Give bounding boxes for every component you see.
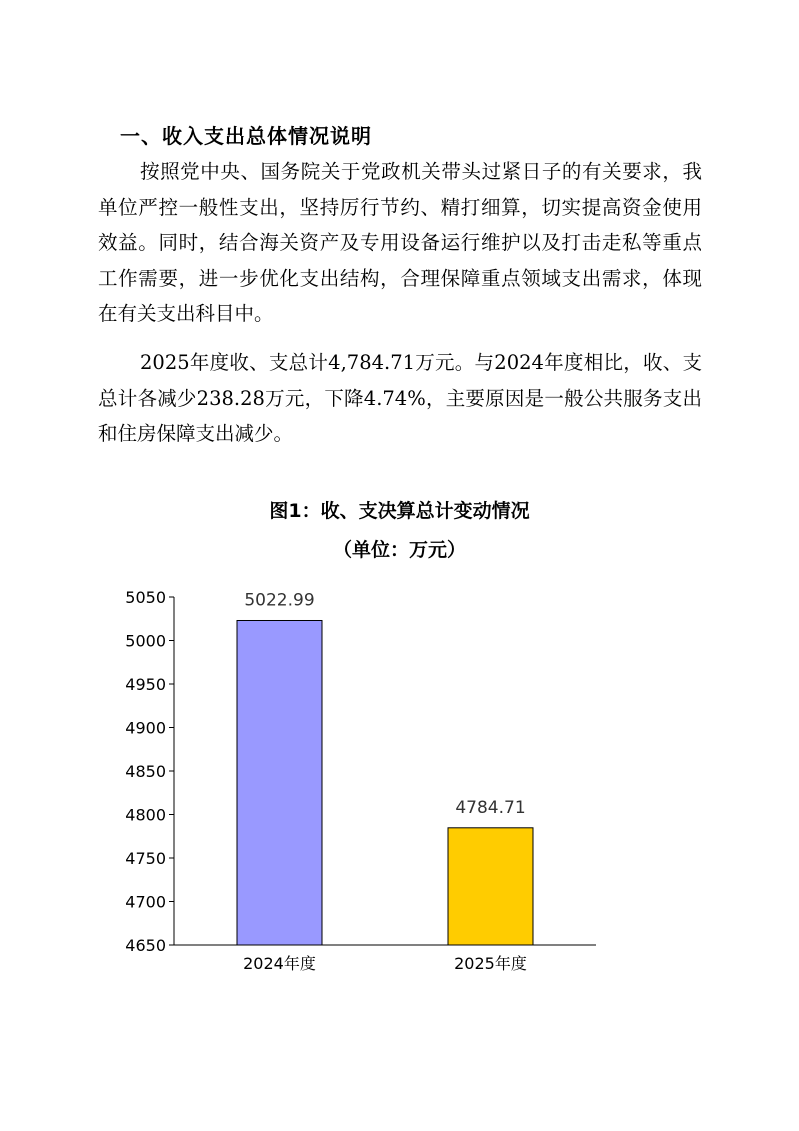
bar-value-label: 4784.71 <box>455 797 526 818</box>
body-paragraph-2: 2025年度收、支总计4,784.71万元。与2024年度相比，收、支总计各减少238.28万元，下降4.74%，主要原因是一般公共服务支出和住房保障支出减少。 <box>98 351 702 445</box>
y-tick-label: 4850 <box>125 762 166 781</box>
y-tick-label: 4800 <box>125 805 166 825</box>
bar-value-label: 5022.99 <box>244 590 315 611</box>
x-category-label: 2025年度 <box>454 954 527 973</box>
bar-2 <box>448 828 533 945</box>
y-tick-label: 4700 <box>125 892 166 912</box>
y-tick-label: 4900 <box>125 718 166 738</box>
section-heading: 一、收入支出总体情况说明 <box>120 124 372 148</box>
bar-chart <box>0 575 799 995</box>
y-tick-label: 5000 <box>125 631 166 651</box>
body-paragraph-1: 按照党中央、国务院关于党政机关带头过紧日子的有关要求，我单位严控一般性支出，坚持厉行节约、精打细算，切实提高资金使用效益。同时，结合海关资产及专用设备运行维护以及打击走私等重点工作需要，进一步优化支出结构，合理保障重点领域支出需求，体现在有关支出科目中。 <box>98 160 702 325</box>
y-tick-label: 5050 <box>125 588 166 607</box>
x-category-label: 2024年度 <box>243 954 316 973</box>
chart-title: 图1：收、支决算总计变动情况 <box>269 500 530 522</box>
y-tick-label: 4750 <box>125 849 166 868</box>
bar-1 <box>237 620 322 945</box>
y-tick-label: 4650 <box>125 936 166 955</box>
chart-subtitle: （单位：万元） <box>332 539 466 561</box>
y-tick-label: 4950 <box>125 675 166 694</box>
